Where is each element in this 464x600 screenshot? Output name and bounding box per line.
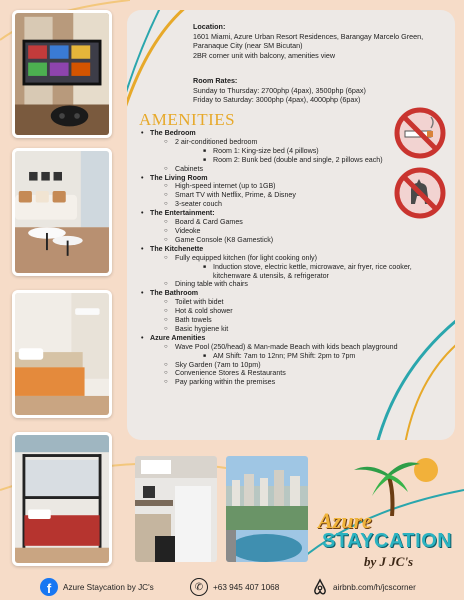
list-item: ○ Convenience Stores & Restaurants [150, 369, 447, 378]
azure-staycation-logo [318, 456, 458, 576]
footer-facebook-text: Azure Staycation by JC's [63, 582, 154, 592]
palm-tree-icon [348, 456, 448, 516]
section-bedroom-title: The Bedroom [150, 129, 196, 137]
section-bedroom [137, 129, 447, 174]
logo-word-azure: Azure [318, 508, 372, 533]
footer [0, 570, 464, 600]
section-bathroom [137, 289, 447, 334]
facebook-icon: f [40, 578, 58, 596]
footer-facebook[interactable] [40, 578, 154, 596]
list-item: ○ 3-seater couch [150, 200, 447, 209]
section-entertainment-title: The Entertainment: [150, 209, 215, 218]
list-item: ○ 2 air-conditioned bedroom ■ Room 1: King-size bed (4 pillows) ■ Room 2: Bunk bed (double and single, 2 pillows each) [150, 138, 447, 165]
list-item: ○ Basic hygiene kit [150, 325, 447, 334]
location-label: Location: [193, 22, 226, 31]
list-item: ○ Board & Card Games [150, 218, 447, 227]
list-item: ■ Room 1: King-size bed (4 pillows) [175, 147, 447, 156]
section-azure-amenities [137, 334, 447, 387]
footer-phone[interactable] [190, 578, 279, 596]
section-entertainment [137, 209, 447, 245]
section-kitchen-title: The Kitchenette [150, 244, 204, 253]
photo-bedroom-bunk [12, 432, 112, 566]
list-item: ○ Pay parking within the premises [150, 378, 447, 387]
amenities-list [137, 129, 447, 387]
list-item: ○ Hot & cold shower [150, 307, 447, 316]
logo-word-by: by J JC's [364, 554, 414, 569]
airbnb-icon [312, 578, 328, 596]
footer-airbnb[interactable] [312, 578, 416, 596]
unit-text: 2BR corner unit with balcony, amenities view [193, 50, 336, 60]
section-bathroom-title: The Bathroom [150, 289, 199, 298]
section-azure-title: Azure Amenities [150, 333, 206, 342]
list-item: ■ AM Shift: 7am to 12nn; PM Shift: 2pm to 7pm [175, 352, 447, 361]
footer-airbnb-text: airbnb.com/h/jcscorner [333, 582, 416, 592]
photo-game-console [12, 10, 112, 138]
list-item: ○ Toilet with bidet [150, 298, 447, 307]
photo-bedroom-1 [12, 290, 112, 418]
list-item: ○ Cabinets [150, 165, 447, 174]
rate-weekday: Sunday to Thursday: 2700php (4pax), 3500php (6pax) [193, 85, 366, 95]
logo-word-staycation: STAYCATION [322, 530, 453, 552]
photo-living-room [12, 148, 112, 276]
list-item: ○ Sky Garden (7am to 10pm) [150, 361, 447, 370]
section-kitchenette [137, 245, 447, 290]
list-item: ○ High-speed internet (up to 1GB) [150, 182, 447, 191]
phone-icon: ✆ [190, 578, 208, 596]
rate-weekend: Friday to Saturday: 3000php (4pax), 4000php (6pax) [193, 95, 361, 105]
footer-phone-text: +63 945 407 1068 [213, 582, 280, 592]
photo-kitchen [135, 456, 217, 562]
list-item: ■ Induction stove, electric kettle, microwave, air fryer, rice cooker, kitchenware & utensils, & refrigerator [175, 263, 447, 281]
section-living-title: The Living Room [150, 173, 208, 182]
list-item: ■ Room 2: Bunk bed (double and single, 2 pillows each) [175, 156, 447, 165]
list-item: ○ Fully equipped kitchen (for light cooking only) ■ Induction stove, electric kettle, microwave, air fryer, rice cooker, kitchenware & utensils, & refrigerator [150, 254, 447, 281]
list-item: ○ Dining table with chairs [150, 280, 447, 289]
location-text: 1601 Miami, Azure Urban Resort Residences, Barangay Marcelo Green, Paranaque City (near SM Bicutan) [193, 31, 424, 51]
photo-balcony-view [226, 456, 308, 562]
rates-label: Room Rates: [193, 76, 238, 85]
list-item: ○ Smart TV with Netflix, Prime, & Disney [150, 191, 447, 200]
location-block [193, 22, 448, 60]
list-item: ○ Game Console (K8 Gamestick) [150, 236, 447, 245]
list-item: ○ Wave Pool (250/head) & Man-made Beach with kids beach playground ■ AM Shift: 7am to 12nn; PM Shift: 2pm to 7pm [150, 343, 447, 361]
details-card [127, 10, 455, 440]
rates-block [193, 76, 448, 105]
list-item: ○ Videoke [150, 227, 447, 236]
section-living-room [137, 174, 447, 210]
list-item: ○ Bath towels [150, 316, 447, 325]
card-wave-top-left [127, 10, 197, 120]
amenities-title: AMENITIES [139, 110, 236, 129]
